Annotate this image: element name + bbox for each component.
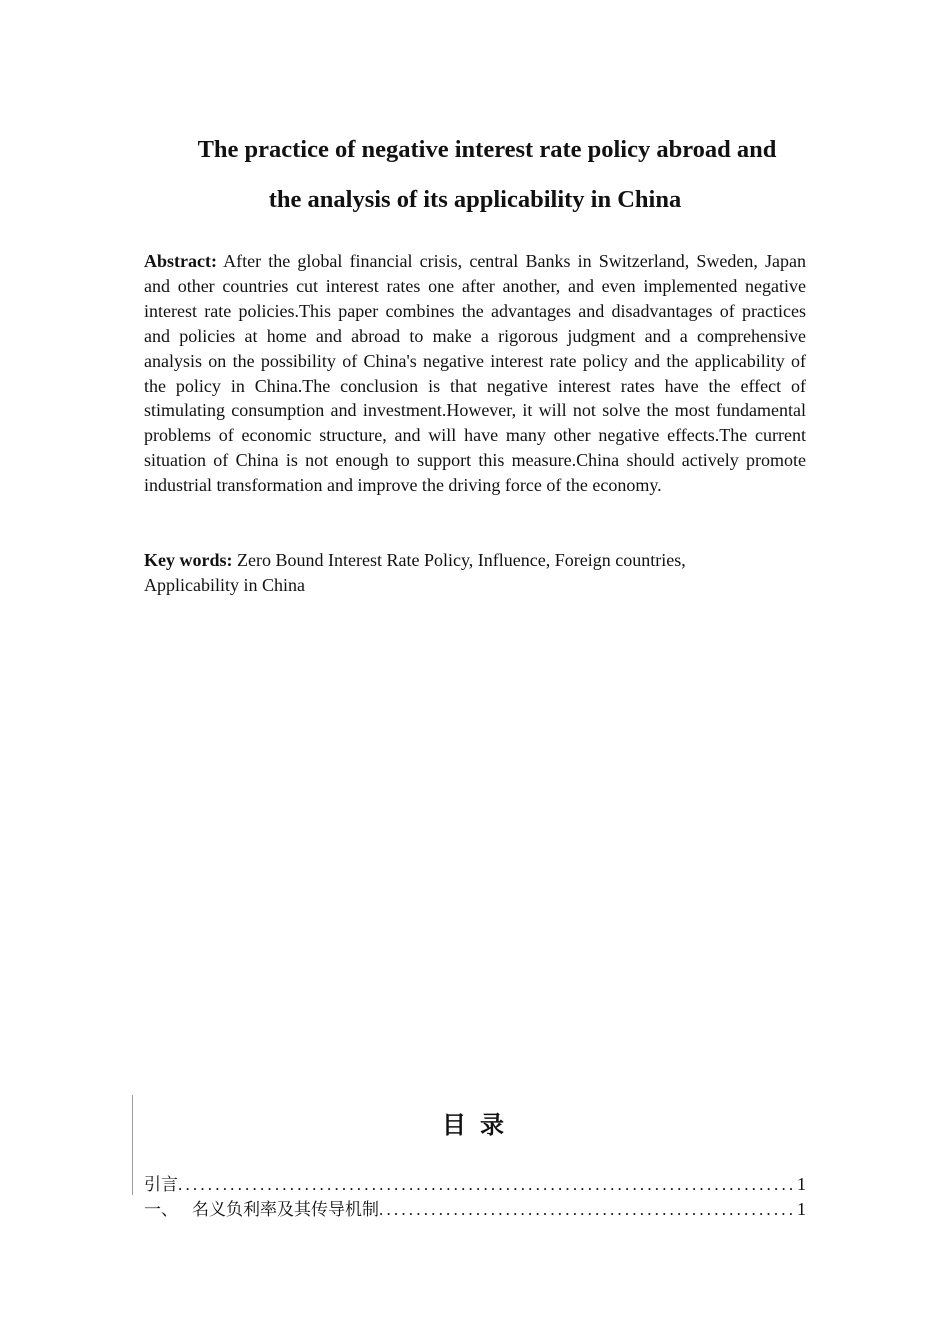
margin-divider [132,1095,133,1195]
toc-entry-section-1[interactable] [144,1197,806,1222]
keywords-text: Zero Bound Interest Rate Policy, Influence, Foreign countries, Applicability in China [144,550,686,595]
toc-page-number: 1 [797,1198,806,1219]
toc-dot-leader [379,1198,793,1223]
table-of-contents [144,1172,806,1222]
toc-entry-introduction[interactable] [144,1172,806,1197]
abstract-text: After the global financial crisis, central Banks in Switzerland, Sweden, Japan and other countries cut interest rates one after another, and even implemented negative interest rate policies.This paper combines the advantages and disadvantages of practices and policies at home and abroad to make a rigorous judgment and a comprehensive analysis on the possibility of China's negative interest rate policy and the applicability of the policy in China.The conclusion is that negative interest rates have the effect of stimulating consumption and investment.However, it will not solve the most fundamental problems of economic structure, and will have many other negative effects.The current situation of China is not enough to support this measure.China should actively promote industrial transformation and improve the driving force of the economy. [144,251,806,496]
toc-title: 目录 [442,1110,518,1139]
toc-page-number: 1 [797,1174,806,1194]
toc-entry-text: 引言 [144,1175,178,1195]
toc-entry-text: 名义负利率及其传导机制 [192,1199,379,1220]
abstract-label: Abstract: [144,251,217,271]
toc-entry-number: 一、 [144,1199,178,1220]
paper-title [144,125,806,225]
paper-title-line-2: the analysis of its applicability in China [268,186,682,213]
keywords-paragraph [144,548,744,598]
abstract-paragraph [144,249,806,498]
toc-dot-leader [178,1173,793,1198]
paper-title-line-1: The practice of negative interest rate policy abroad and [197,136,777,163]
keywords-label: Key words: [144,550,233,570]
